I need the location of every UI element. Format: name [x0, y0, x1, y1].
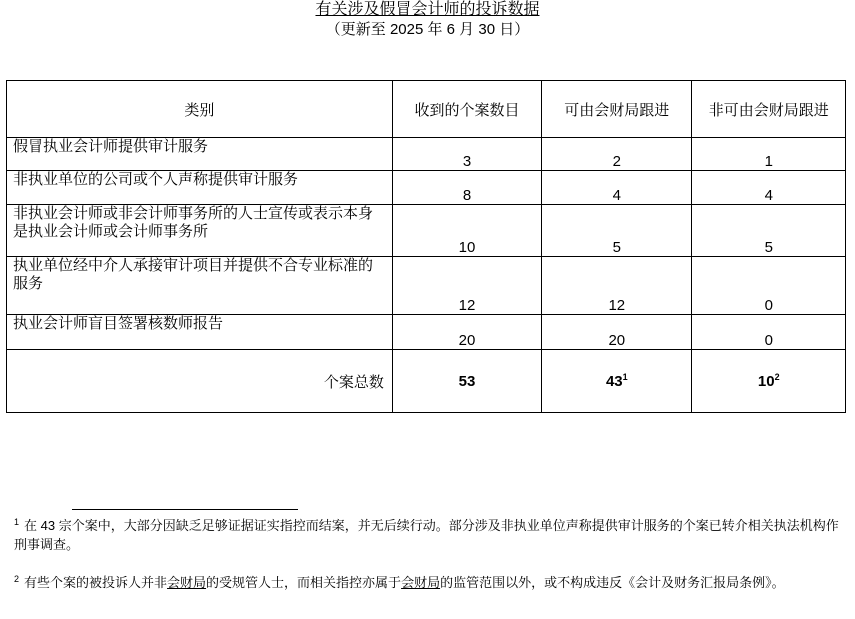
header-received: 收到的个案数目	[392, 81, 541, 138]
footnote-2-text-a: 有些个案的被投诉人并非	[24, 575, 168, 590]
header-followable: 可由会财局跟进	[542, 81, 692, 138]
total-not-followable	[692, 350, 846, 413]
row-category: 执业会计师盲目签署核数师报告	[7, 315, 393, 350]
header-not-followable: 非可由会财局跟进	[692, 81, 846, 138]
row-followable: 20	[542, 315, 692, 350]
row-received: 12	[392, 257, 541, 315]
row-not-followable: 0	[692, 315, 846, 350]
row-category: 执业单位经中介人承接审计项目并提供不合专业标准的服务	[7, 257, 393, 315]
table-row	[7, 315, 846, 350]
footnote-divider	[72, 509, 298, 510]
row-received: 8	[392, 171, 541, 205]
row-received: 10	[392, 205, 541, 257]
table-row	[7, 171, 846, 205]
table-row	[7, 138, 846, 171]
footnote-2-text-b: 会财局	[167, 575, 207, 590]
total-label: 个案总数	[7, 350, 393, 413]
row-not-followable: 1	[692, 138, 846, 171]
row-followable: 2	[542, 138, 692, 171]
row-category: 非执业单位的公司或个人声称提供审计服务	[7, 171, 393, 205]
footnote-2-text-c: 的受规管人士，而相关指控亦属于	[206, 575, 402, 590]
footnote-1	[14, 516, 848, 554]
complaints-table	[6, 80, 846, 413]
total-followable	[542, 350, 692, 413]
footnote-2	[14, 573, 848, 592]
row-received: 3	[392, 138, 541, 171]
table-row	[7, 205, 846, 257]
row-followable: 5	[542, 205, 692, 257]
footnote-1-mark: 1	[14, 516, 20, 527]
row-followable: 4	[542, 171, 692, 205]
row-category: 非执业会计师或非会计师事务所的人士宣传或表示本身是执业会计师或会计师事务所	[7, 205, 393, 257]
total-not-followable-value: 10	[757, 372, 775, 390]
footnote-2-text-d: 会财局	[401, 575, 441, 590]
footnote-1-text: 在 43 宗个案中，大部分因缺乏足够证据证实指控而结案，并无后续行动。部分涉及非执业单位声称提供审计服务的个案已转介相关执法机构作刑事调查。	[14, 518, 839, 552]
header-category: 类别	[7, 81, 393, 138]
footnote-ref-2[interactable]: 2	[774, 371, 780, 382]
row-category: 假冒执业会计师提供审计服务	[7, 138, 393, 171]
row-received: 20	[392, 315, 541, 350]
page-title: 有关涉及假冒会计师的投诉数据	[315, 1, 540, 18]
table-total-row	[7, 350, 846, 413]
footnote-2-mark: 2	[14, 573, 20, 584]
row-not-followable: 5	[692, 205, 846, 257]
table-header-row	[7, 81, 846, 138]
footnote-2-text-e: 的监管范围以外，或不构成违反《会计及财务汇报局条例》。	[440, 575, 785, 590]
row-not-followable: 0	[692, 257, 846, 315]
row-not-followable: 4	[692, 171, 846, 205]
page-subtitle: （更新至 2025 年 6 月 30 日）	[325, 21, 530, 38]
table-row	[7, 257, 846, 315]
footnote-ref-1[interactable]: 1	[622, 371, 628, 382]
total-received: 53	[392, 350, 541, 413]
row-followable: 12	[542, 257, 692, 315]
total-followable-value: 43	[605, 372, 623, 390]
